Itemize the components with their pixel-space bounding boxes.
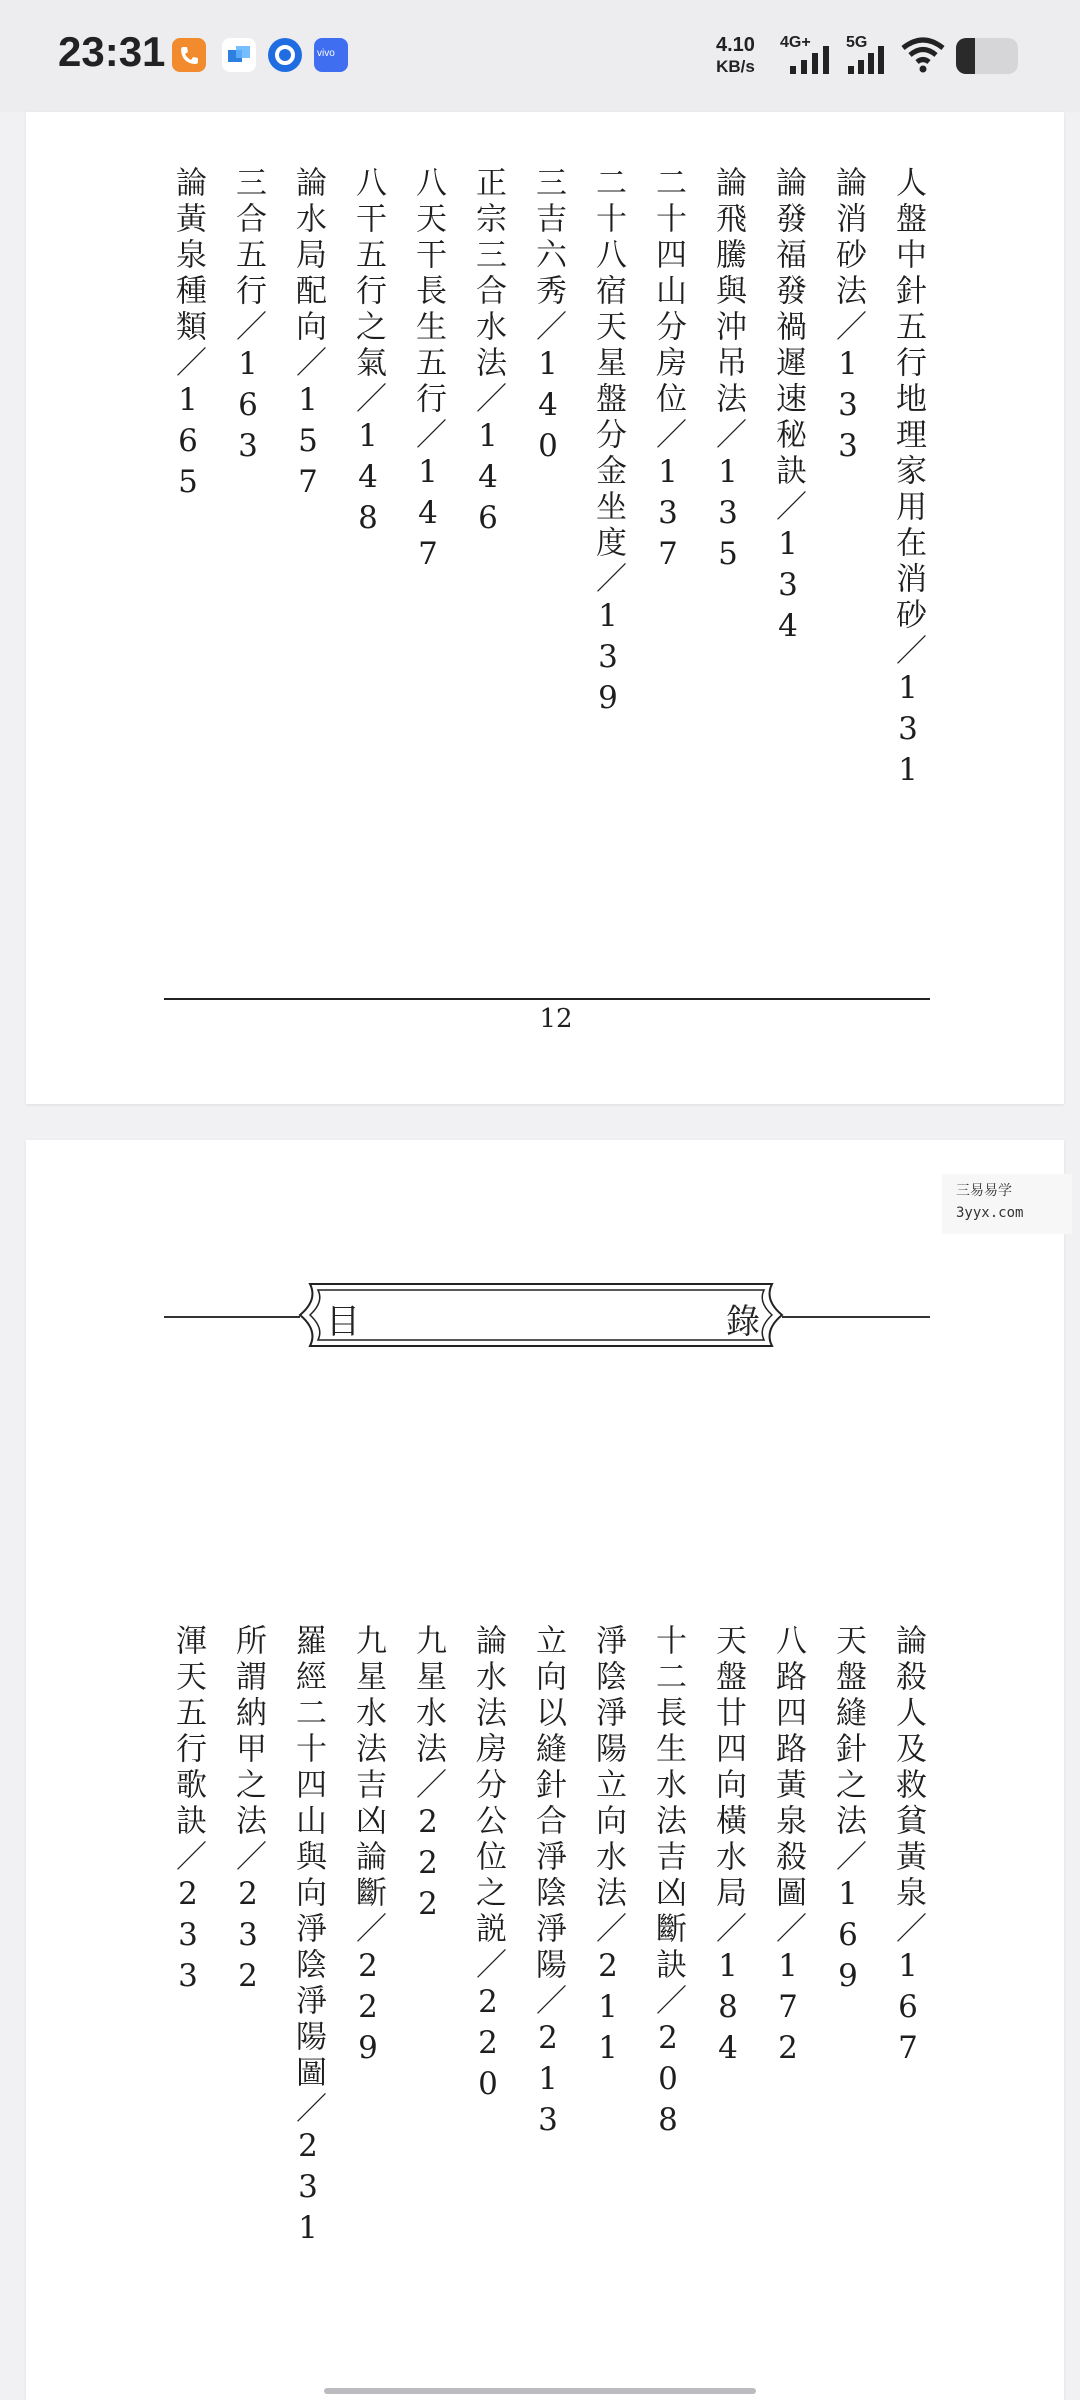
footer-rule bbox=[164, 998, 930, 1000]
toc-entry: 論飛騰與沖吊法／135 bbox=[710, 166, 746, 577]
network-speed-value: 4.10 bbox=[716, 34, 755, 56]
heading-frame bbox=[296, 1280, 786, 1350]
signal-bars-2-icon bbox=[846, 40, 892, 76]
signal-bars-icon bbox=[788, 40, 838, 76]
watermark-url: 3yyx.com bbox=[956, 1205, 1024, 1221]
vivo-app-icon bbox=[314, 38, 348, 72]
toc-entry: 論水法房分公位之説／220 bbox=[470, 1624, 506, 2107]
watermark-title: 三易易学 bbox=[956, 1183, 1012, 1199]
site-watermark bbox=[942, 1174, 1072, 1234]
toc-entry: 天盤縫針之法／169 bbox=[830, 1624, 866, 1999]
toc-entry: 論消砂法／133 bbox=[830, 166, 866, 469]
toc-entry: 二十八宿天星盤分金坐度／139 bbox=[590, 166, 626, 721]
vivo-label: vivo bbox=[317, 48, 335, 59]
phone-app-icon bbox=[172, 38, 206, 72]
status-time: 23:31 bbox=[58, 28, 166, 75]
toc-entry: 三吉六秀／140 bbox=[530, 166, 566, 469]
battery-icon bbox=[956, 38, 1018, 74]
document-page-bottom bbox=[26, 1140, 1064, 2400]
toc-entry: 論殺人及救貧黃泉／167 bbox=[890, 1624, 926, 2071]
toc-entry: 天盤廿四向橫水局／184 bbox=[710, 1624, 746, 2071]
toc-entry: 九星水法／222 bbox=[410, 1624, 446, 1927]
toc-entry: 八路四路黃泉殺圖／172 bbox=[770, 1624, 806, 2071]
battery-level-fill bbox=[956, 38, 975, 74]
browser-app-icon bbox=[268, 38, 302, 72]
network-speed bbox=[716, 34, 755, 78]
heading-right-char: 錄 bbox=[726, 1302, 760, 1342]
sim2-network-label: 5G bbox=[846, 34, 868, 51]
toc-entry: 二十四山分房位／137 bbox=[650, 166, 686, 577]
cloud-app-icon bbox=[222, 38, 256, 72]
heading-left-char: 目 bbox=[326, 1302, 360, 1342]
gesture-navigation-bar[interactable] bbox=[324, 2388, 756, 2394]
toc-entry: 十二長生水法吉凶斷訣／208 bbox=[650, 1624, 686, 2143]
toc-entry: 論黃泉種類／165 bbox=[170, 166, 206, 505]
toc-entry: 正宗三合水法／146 bbox=[470, 166, 506, 541]
toc-entry: 羅經二十四山與向淨陰淨陽圖／231 bbox=[290, 1624, 326, 2251]
network-speed-unit: KB/s bbox=[716, 57, 755, 76]
toc-entry: 論發福發禍遲速秘訣／134 bbox=[770, 166, 806, 649]
toc-entry: 所謂納甲之法／232 bbox=[230, 1624, 266, 1999]
toc-entry: 淨陰淨陽立向水法／211 bbox=[590, 1624, 626, 2071]
toc-entry: 立向以縫針合淨陰淨陽／213 bbox=[530, 1624, 566, 2143]
toc-entry: 九星水法吉凶論斷／229 bbox=[350, 1624, 386, 2071]
toc-entry: 八干五行之氣／148 bbox=[350, 166, 386, 541]
toc-entry: 三合五行／163 bbox=[230, 166, 266, 469]
toc-entry: 論水局配向／157 bbox=[290, 166, 326, 505]
toc-entry: 渾天五行歌訣／233 bbox=[170, 1624, 206, 1999]
page-number: 12 bbox=[539, 1004, 573, 1034]
sim1-network-label: 4G+ bbox=[780, 34, 811, 51]
wifi-icon bbox=[900, 36, 946, 74]
toc-entry: 人盤中針五行地理家用在消砂／131 bbox=[890, 166, 926, 793]
heading-rule-left bbox=[164, 1316, 300, 1318]
status-bar bbox=[0, 0, 1080, 112]
toc-entry: 八天干長生五行／147 bbox=[410, 166, 446, 577]
heading-rule-right bbox=[782, 1316, 930, 1318]
document-page-top bbox=[26, 112, 1064, 1104]
